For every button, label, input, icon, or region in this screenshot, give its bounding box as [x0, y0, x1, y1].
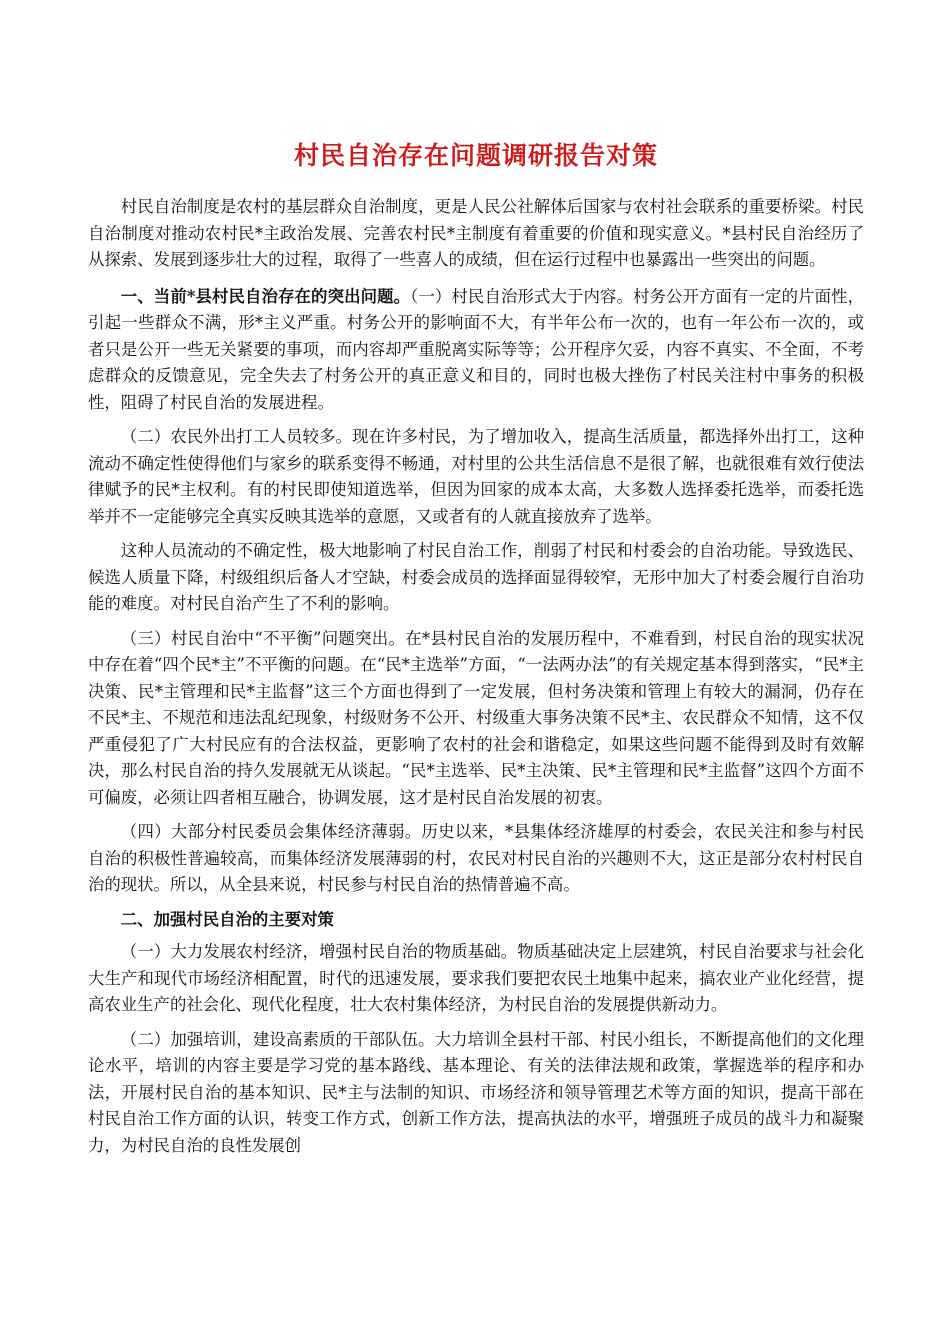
section1-paragraph-1: [88, 284, 864, 417]
section2-paragraph-1: （一）大力发展农村经济，增强村民自治的物质基础。物质基础决定上层建筑，村民自治要求与社会化大生产和现代市场经济相配置，时代的迅速发展，要求我们要把农民土地集中起来，搞农业产业化经营，提高农业生产的社会化、现代化程度，壮大农村集体经济，为村民自治的发展提供新动力。: [88, 942, 864, 1014]
document-page: [88, 136, 864, 1167]
section2-paragraph-2: （二）加强培训，建设高素质的干部队伍。大力培训全县村干部、村民小组长，不断提高他们的文化理论水平，培训的内容主要是学习党的基本路线、基本理论、有关的法律法规和政策，掌握选举的程序和办法，开展村民自治的基本知识、民*主与法制的知识、市场经济和领导管理艺术等方面的知识，提高干部在村民自治工作方面的认识，转变工作方式，创新工作方法，提高执法的水平，增强班子成员的战斗力和凝聚力，为村民自治的良性发展创: [88, 1029, 864, 1155]
section1-paragraph-5: （四）大部分村民委员会集体经济薄弱。历史以来，*县集体经济雄厚的村委会，农民关注和参与村民自治的积极性普遍较高，而集体经济发展薄弱的村，农民对村民自治的兴趣则不大，这正是部分农村村民自治的现状。所以，从全县来说，村民参与村民自治的热情普遍不高。: [88, 822, 864, 894]
section1-paragraph-1-text: （一）村民自治形式大于内容。村务公开方面有一定的片面性，引起一些群众不满，形*主义严重。村务公开的影响面不大，有半年公布一次的，也有一年公布一次的，或者只是公开一些无关紧要的事项，而内容却严重脱离实际等等；公开程序欠妥，内容不真实、不全面，不考虑群众的反馈意见，完全失去了村务公开的真正意义和目的，同时也极大挫伤了村民关注村中事务的积极性，阻碍了村民自治的发展进程。: [88, 286, 864, 412]
section1-paragraph-4: （三）村民自治中“不平衡”问题突出。在*县村民自治的发展历程中，不难看到，村民自治的现实状况中存在着“四个民*主”不平衡的问题。在“民*主选举”方面，“一法两办法”的有关规定基本得到落实，“民*主决策、民*主管理和民*主监督”这三个方面也得到了一定发展，但村务决策和管理上有较大的漏洞，仍存在不民*主、不规范和违法乱纪现象，村级财务不公开、村级重大事务决策不民*主、农民群众不知情，这不仅严重侵犯了广大村民应有的合法权益，更影响了农村的社会和谐稳定，如果这些问题不能得到及时有效解决，那么村民自治的持久发展就无从谈起。“民*主选举、民*主决策、民*主管理和民*主监督”这四个方面不可偏废，必须让四者相互融合，协调发展，这才是村民自治发展的初衷。: [88, 628, 864, 807]
section1-heading: 一、当前*县村民自治存在的突出问题。: [120, 286, 411, 306]
intro-paragraph: 村民自治制度是农村的基层群众自治制度，更是人民公社解体后国家与农村社会联系的重要桥梁。村民自治制度对推动农村民*主政治发展、完善农村民*主制度有着重要的价值和现实意义。*县村民自治经历了从探索、发展到逐步壮大的过程，取得了一些喜人的成绩，但在运行过程中也暴露出一些突出的问题。: [88, 197, 864, 269]
section1-paragraph-2: （二）农民外出打工人员较多。现在许多村民，为了增加收入，提高生活质量，都选择外出打工，这种流动不确定性使得他们与家乡的联系变得不畅通，对村里的公共生活信息不是很了解，也就很难有效行使法律赋予的民*主权利。有的村民即使知道选举，但因为回家的成本太高，大多数人选择委托选举，而委托选举并不一定能够完全真实反映其选举的意愿，又或者有的人就直接放弃了选举。: [88, 427, 864, 526]
section2-heading: 二、加强村民自治的主要对策: [120, 909, 334, 929]
section1-paragraph-3: 这种人员流动的不确定性，极大地影响了村民自治工作，削弱了村民和村委会的自治功能。导致选民、候选人质量下降，村级组织后备人才空缺，村委会成员的选择面显得较窄，无形中加大了村委会履行自治功能的难度。对村民自治产生了不利的影响。: [88, 541, 864, 613]
document-title: 村民自治存在问题调研报告对策: [293, 141, 658, 170]
